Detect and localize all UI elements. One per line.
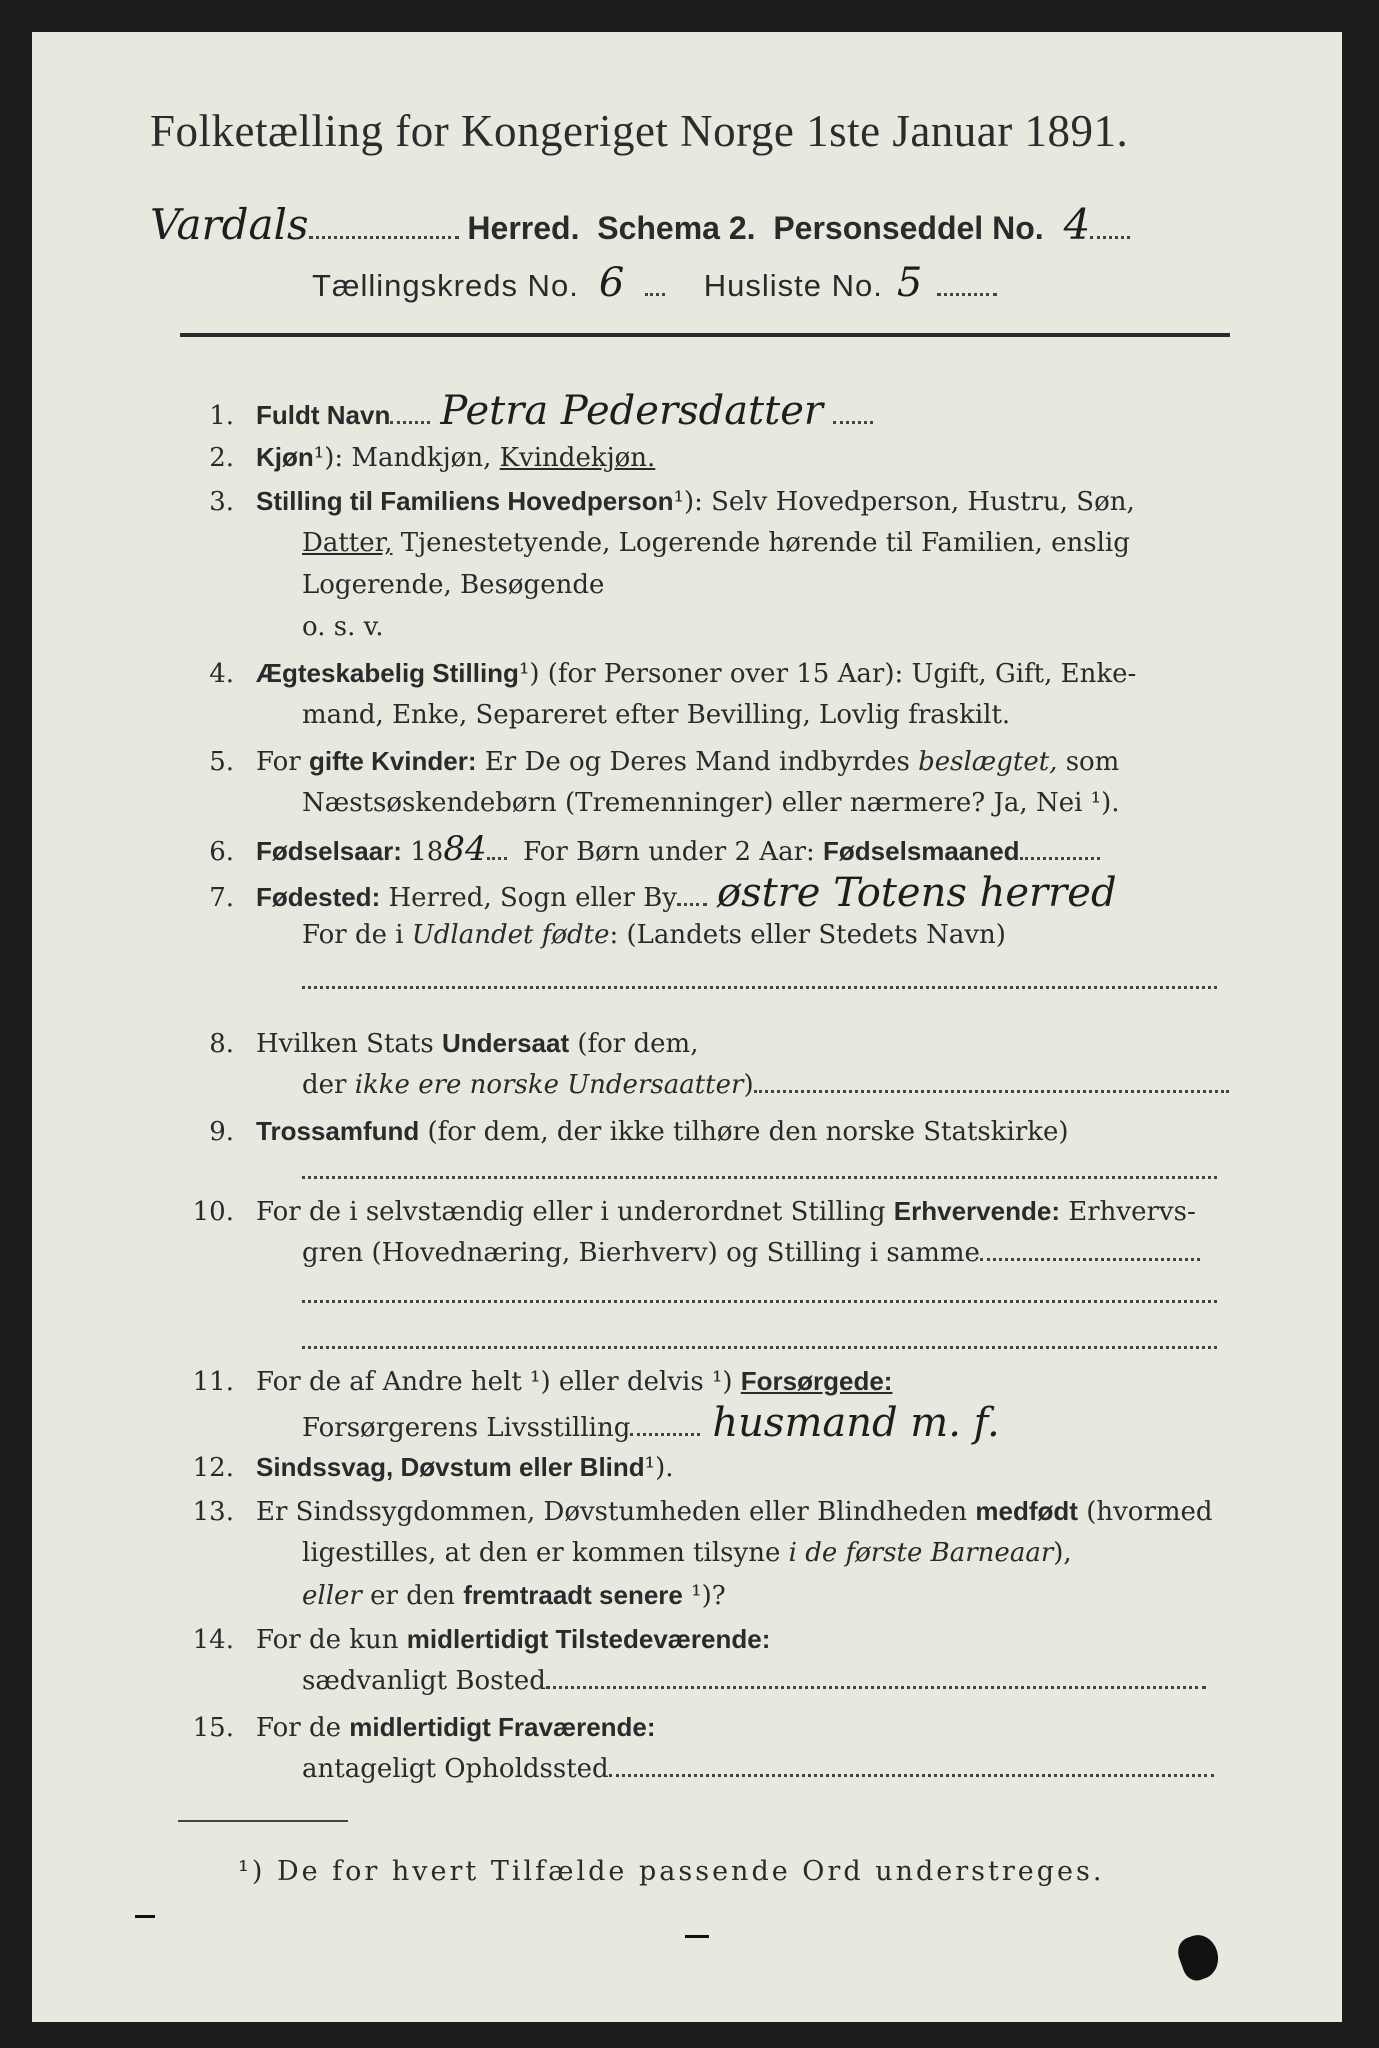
herred-name-handwritten: Vardals (150, 200, 309, 249)
item-3-family-position: 3. Stilling til Familiens Hovedperson¹): Selv Hovedperson, Hustru, Søn, (209, 486, 1135, 517)
item-6-birth-year: 6. Fødselsaar: 1884 For Børn under 2 Aar: Fødselsmaaned (170, 828, 1230, 873)
tellingskreds-label: Tællingskreds No. (312, 268, 579, 303)
personseddel-label: Personseddel No. (773, 210, 1044, 246)
ink-mark (135, 1915, 155, 1918)
form-title: Folketælling for Kongeriget Norge 1ste Januar 1891. (150, 106, 1129, 156)
item-2-sex: 2. Kjøn¹): Mandkjøn, Kvindekjøn. (209, 442, 656, 473)
birthplace-value: østre Totens herred (717, 870, 1117, 916)
herred-line (150, 200, 1250, 249)
footnote-divider (178, 1820, 348, 1822)
footnote: ¹) De for hvert Tilfælde passende Ord understreges. (238, 1856, 1105, 1887)
tellingskreds-line (312, 260, 1379, 306)
family-position-underlined-option: Datter, (302, 528, 393, 558)
item-8-citizenship: 8. Hvilken Stats Undersaat (for dem, (209, 1028, 699, 1059)
full-name-value: Petra Pedersdatter (440, 388, 823, 434)
schema-label: Schema 2. (597, 210, 756, 246)
item-15-temporary-absent: 15. For de midlertidigt Fraværende: (192, 1712, 656, 1743)
ink-mark (685, 1935, 709, 1938)
item-11-supported: 11. For de af Andre helt ¹) eller delvis ¹) Forsørgede: (192, 1366, 893, 1397)
item-5-married-women: 5. For gifte Kvinder: Er De og Deres Mand indbyrdes beslægtet, som (209, 746, 1120, 777)
item-1-label: Fuldt Navn (256, 400, 391, 430)
item-4-marital-status: 4. Ægteskabelig Stilling¹) (for Personer over 15 Aar): Ugift, Gift, Enke- (209, 658, 1137, 689)
husliste-number: 5 (896, 260, 924, 306)
supporter-occupation-value: husmand m. f. (712, 1400, 1000, 1446)
item-9-religion: 9. Trossamfund (for dem, der ikke tilhøre den norske Statskirke) (209, 1116, 1069, 1147)
item-10-occupation: 10. For de i selvstændig eller i underordnet Stilling Erhvervende: Erhvervs- (192, 1196, 1196, 1227)
item-7-birthplace: 7. Fødested: Herred, Sogn eller By østre Totens herred (209, 870, 1117, 916)
birth-year-value: 84 (443, 829, 487, 869)
item-14-temporary-present: 14. For de kun midlertidigt Tilstedeværende: (192, 1624, 771, 1655)
item-12-disability: 12. Sindssvag, Døvstum eller Blind¹). (192, 1452, 674, 1483)
item-13-congenital: 13. Er Sindssygdommen, Døvstumheden eller Blindheden medfødt (hvormed (192, 1496, 1213, 1527)
item-1-full-name: 1. Fuldt Navn Petra Pedersdatter (170, 390, 1230, 437)
personseddel-number: 4 (1063, 200, 1091, 249)
header-divider (180, 333, 1230, 337)
husliste-label: Husliste No. (703, 268, 883, 303)
herred-label: Herred. (467, 210, 580, 246)
tellingskreds-number: 6 (598, 260, 626, 306)
sex-underlined-option: Kvindekjøn. (499, 443, 656, 473)
